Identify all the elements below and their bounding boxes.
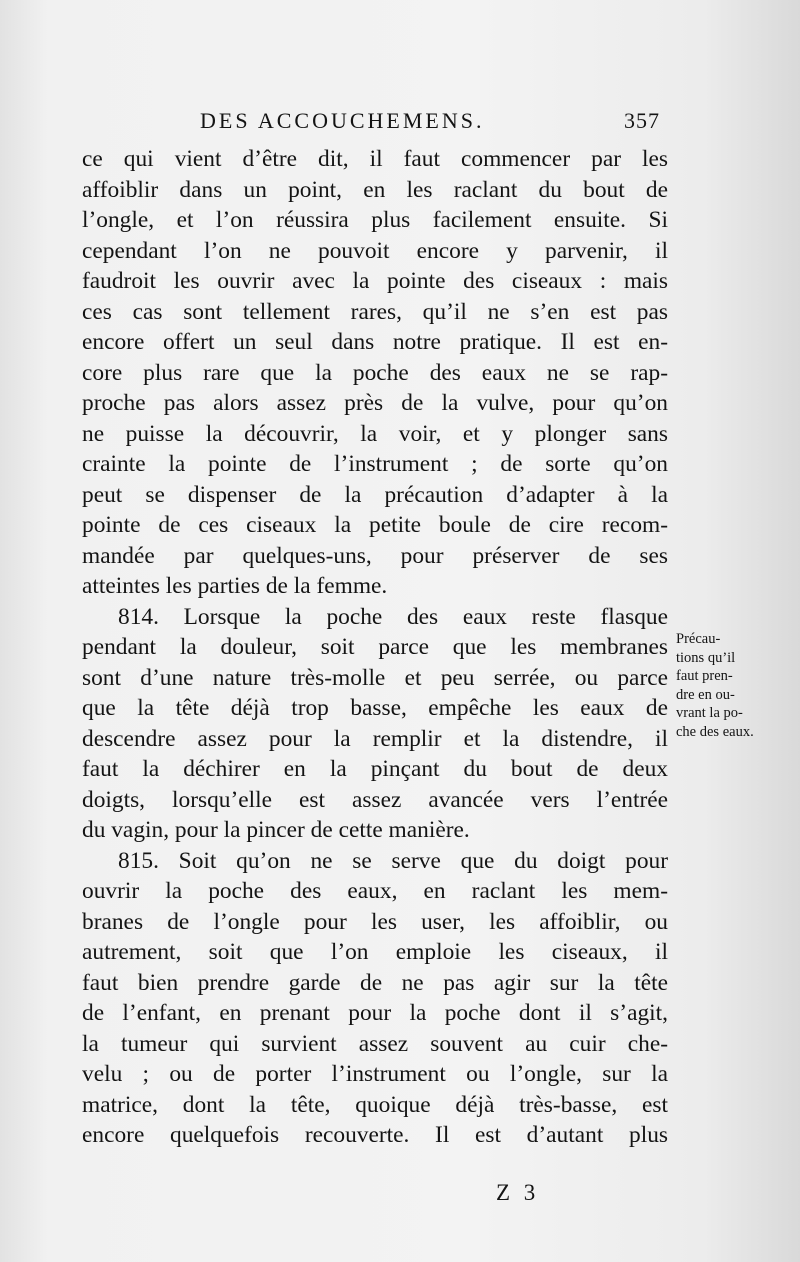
page-number: 357: [624, 108, 660, 133]
signature-mark: Z 3: [496, 1180, 540, 1205]
text-line: ces cas sont tellement rares, qu’il ne s’en est pas: [82, 298, 668, 325]
text-line: l’ongle, et l’on réussira plus facilement ensuite. Si: [82, 207, 668, 233]
text-line: proche pas alors assez près de la vulve, pour qu’on: [82, 390, 668, 416]
text-line: la tumeur qui survient assez souvent au cuir che-: [82, 1030, 668, 1057]
text-line: de l’enfant, en prenant pour la poche dont il s’agit,: [82, 1000, 668, 1026]
margin-note-line: vrant la po-: [676, 705, 743, 721]
text-line: encore quelquefois recouverte. Il est d’autant plus: [82, 1122, 668, 1148]
text-line: faut la déchirer en la pinçant du bout de deux: [82, 756, 668, 782]
text-line: que la tête déjà trop basse, empêche les eaux de: [82, 695, 668, 721]
paragraph-814-start: 814. Lorsque la poche des eaux reste flasque: [118, 603, 668, 630]
text-line: ne puisse la découvrir, la voir, et y plonger sans: [82, 420, 668, 447]
margin-note-line: che des eaux.: [676, 723, 754, 740]
paragraph-815-start: 815. Soit qu’on ne se serve que du doigt pour: [118, 847, 668, 874]
margin-note-line: tions qu’il: [676, 649, 736, 666]
text-line: faudroit les ouvrir avec la pointe des ciseaux : mais: [82, 268, 668, 294]
text-line: branes de l’ongle pour les user, les affoiblir, ou: [82, 908, 668, 935]
text-line: cependant l’on ne pouvoit encore y parvenir, il: [82, 237, 668, 264]
text-line: pointe de ces ciseaux la petite boule de cire recom-: [82, 512, 668, 538]
running-title: DES ACCOUCHEMENS.: [200, 108, 485, 133]
text-line: ouvrir la poche des eaux, en raclant les mem-: [82, 878, 668, 904]
text-line: autrement, soit que l’on emploie les ciseaux, il: [82, 939, 668, 965]
text-line: atteintes les parties de la femme.: [82, 573, 388, 599]
text-line: sont d’une nature très-molle et peu serrée, ou parce: [82, 664, 668, 691]
text-line: peut se dispenser de la précaution d’adapter à la: [82, 481, 668, 508]
text-line: pendant la douleur, soit parce que les membranes: [82, 634, 668, 660]
margin-note-line: dre en ou-: [676, 686, 735, 703]
text-line: du vagin, pour la pincer de cette manière.: [82, 817, 470, 843]
text-line: matrice, dont la tête, quoique déjà très-basse, est: [82, 1091, 668, 1118]
text-line: encore offert un seul dans notre pratique. Il est en-: [82, 329, 668, 355]
margin-note-line: faut pren-: [676, 668, 733, 684]
text-line: ce qui vient d’être dit, il faut commencer par les: [82, 146, 668, 172]
margin-note: [676, 630, 794, 741]
text-line: faut bien prendre garde de ne pas agir sur la tête: [82, 969, 668, 996]
text-line: velu ; ou de porter l’instrument ou l’ongle, sur la: [82, 1061, 668, 1087]
text-line: crainte la pointe de l’instrument ; de sorte qu’on: [82, 451, 668, 477]
text-line: mandée par quelques-uns, pour préserver de ses: [82, 542, 668, 569]
margin-note-line: Précau-: [676, 631, 721, 647]
text-line: doigts, lorsqu’elle est assez avancée vers l’entrée: [82, 786, 668, 813]
text-line: affoiblir dans un point, en les raclant du bout de: [82, 176, 668, 203]
text-line: core plus rare que la poche des eaux ne se rap-: [82, 359, 668, 386]
body-text: [82, 144, 668, 1151]
text-line: descendre assez pour la remplir et la distendre, il: [82, 725, 668, 752]
